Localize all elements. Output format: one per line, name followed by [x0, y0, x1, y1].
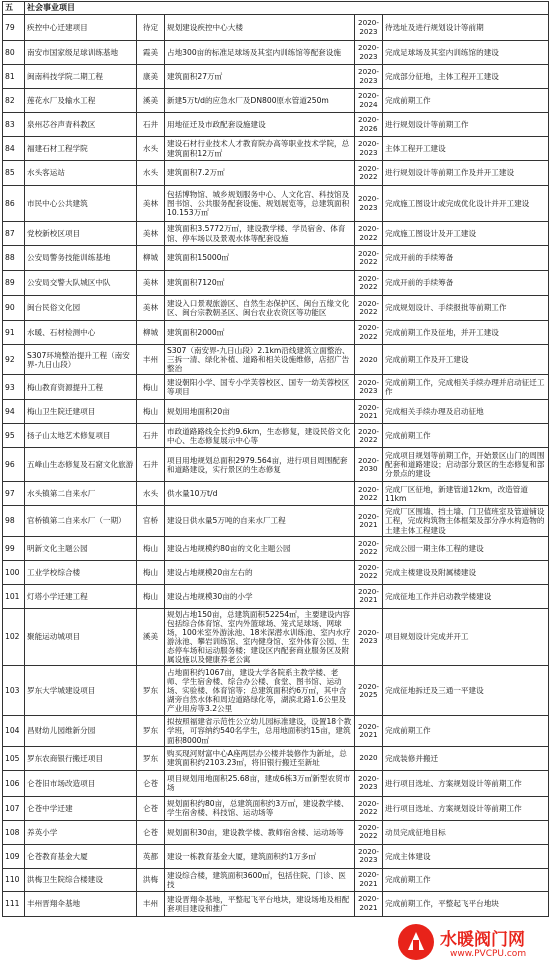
watermark-url: www.PVCPU.com — [450, 949, 527, 959]
location: 美林 — [137, 186, 165, 222]
table-row — [3, 868, 549, 891]
time-range: 2020- 2023 — [355, 137, 383, 161]
location: 梅山 — [137, 400, 165, 424]
annual-progress: 进行规划设计等前期工作及并开工建设 — [383, 161, 549, 186]
time-range: 2020- 2022 — [355, 536, 383, 560]
section-header-row — [3, 2, 549, 15]
annual-progress: 完成施工图设计或完成优化设计并开工建设 — [383, 186, 549, 222]
annual-progress: 完成前期工作 — [383, 89, 549, 113]
row-number: 103 — [3, 666, 25, 716]
time-range: 2020- 2022 — [355, 424, 383, 448]
time-range: 2020- 2022 — [355, 820, 383, 844]
time-range: 2020- 2023 — [355, 65, 383, 89]
row-number: 85 — [3, 161, 25, 186]
annual-progress: 完成规划设计、手续报批等前期工作 — [383, 296, 549, 321]
row-number: 90 — [3, 296, 25, 321]
project-name: 仑苍中学迁建 — [25, 796, 137, 820]
row-number: 96 — [3, 448, 25, 482]
project-name: 水头客运站 — [25, 161, 137, 186]
construction-content: 市政道路路线全长约9.6km，生态修复，建设民俗文化中心、生态修复展示中心等 — [165, 424, 355, 448]
construction-content: 建筑面积3.5772万㎡，建设教学楼、学员宿舍、体育馆、停车场以及景观水体等配套设施 — [165, 222, 355, 246]
row-number: 83 — [3, 113, 25, 137]
time-range: 2020- 2026 — [355, 113, 383, 137]
project-name: 仑苍旧市场改造项目 — [25, 770, 137, 796]
table-row — [3, 186, 549, 222]
table-row — [3, 41, 549, 65]
time-range: 2020- 2022 — [355, 482, 383, 506]
row-number: 111 — [3, 891, 25, 916]
annual-progress: 待选址及进行规划设计等前期 — [383, 15, 549, 41]
time-range: 2020- 2023 — [355, 608, 383, 666]
location: 水头 — [137, 482, 165, 506]
location: 美林 — [137, 296, 165, 321]
annual-progress: 完成装修并搬迁 — [383, 746, 549, 770]
annual-progress: 完成足球场及其室内训练馆的建设 — [383, 41, 549, 65]
annual-progress: 完成施工图设计及开工建设 — [383, 222, 549, 246]
row-number: 95 — [3, 424, 25, 448]
location: 英都 — [137, 844, 165, 868]
location: 罗东 — [137, 716, 165, 746]
time-range: 2020- 2023 — [355, 41, 383, 65]
location: 罗东 — [137, 666, 165, 716]
project-name: 闽南科技学院二期工程 — [25, 65, 137, 89]
table-row — [3, 161, 549, 186]
row-number: 84 — [3, 137, 25, 161]
time-range: 2020- 2023 — [355, 186, 383, 222]
time-range: 2020- 2022 — [355, 271, 383, 296]
time-range: 2020- 2022 — [355, 796, 383, 820]
project-name: 梅山教育资源提升工程 — [25, 375, 137, 400]
time-range: 2020- 2022 — [355, 222, 383, 246]
location: 仑苍 — [137, 796, 165, 820]
time-range: 2020- 2022 — [355, 296, 383, 321]
time-range: 2020- 2021 — [355, 716, 383, 746]
project-name: 养英小学 — [25, 820, 137, 844]
time-range: 2020- 2023 — [355, 770, 383, 796]
construction-content: 项目规划用地面积25.68亩，建成6栋3万㎡新型农贸市场 — [165, 770, 355, 796]
table-row — [3, 506, 549, 536]
construction-content: 建设占地规模约80亩的文化主题公园 — [165, 536, 355, 560]
construction-content: 规划用地面积20亩 — [165, 400, 355, 424]
row-number: 100 — [3, 560, 25, 584]
annual-progress: 完成厂区围墙、挡土墙、门卫值班室及管道铺设工程，完成构筑物主体框架及部分净水构造物的土建主体工程建设 — [383, 506, 549, 536]
construction-content: 规划面积约80亩，总建筑面积约3万㎡，建设教学楼、学生宿舍楼、科技馆、运动场等 — [165, 796, 355, 820]
row-number: 80 — [3, 41, 25, 65]
construction-content: 建设入口景观旅游区、自然生态保护区、闽台五缘文化区、闽台宗教朝圣区、闽台农业农资区等功能区 — [165, 296, 355, 321]
annual-progress: 完成征地工作并启动教学楼建设 — [383, 584, 549, 608]
watermark-title: 水暖阀门网 — [440, 930, 525, 950]
time-range: 2020- 2024 — [355, 89, 383, 113]
table-row — [3, 89, 549, 113]
annual-progress: 进行规划设计等前期工作 — [383, 113, 549, 137]
construction-content: 建设日供水量5万吨的自来水厂工程 — [165, 506, 355, 536]
time-range: 2020- 2021 — [355, 506, 383, 536]
table-row — [3, 608, 549, 666]
table-row — [3, 424, 549, 448]
table-row — [3, 271, 549, 296]
construction-content: 购买现河财富中心A座两层办公楼并装修作为新址，总建筑面积约2103.23㎡，将旧银行搬迁至新址 — [165, 746, 355, 770]
project-name: 梅山卫生院迁建项目 — [25, 400, 137, 424]
table-row — [3, 345, 549, 375]
location: 梅山 — [137, 536, 165, 560]
time-range: 2020- 2030 — [355, 448, 383, 482]
annual-progress: 完成主楼建设及附属楼建设 — [383, 560, 549, 584]
table-row — [3, 716, 549, 746]
row-number: 97 — [3, 482, 25, 506]
table-row — [3, 375, 549, 400]
annual-progress: 完成部分征地，主体工程开工建设 — [383, 65, 549, 89]
table-row — [3, 820, 549, 844]
location: 霞美 — [137, 41, 165, 65]
section-number: 五 — [3, 2, 25, 15]
section-title: 社会事业项目 — [25, 2, 549, 15]
project-name: 灯塔小学迁建工程 — [25, 584, 137, 608]
table-row — [3, 321, 549, 345]
project-name: 南安市国家级足球训练基地 — [25, 41, 137, 65]
project-name: 市民中心公共建筑 — [25, 186, 137, 222]
table-row — [3, 246, 549, 271]
project-name: 工业学校综合楼 — [25, 560, 137, 584]
row-number: 93 — [3, 375, 25, 400]
time-range: 2020- 2023 — [355, 375, 383, 400]
time-range: 2020- 2021 — [355, 891, 383, 916]
construction-content: 项目用地规划总面积2979.564亩，进行项目周围配套和道路建设，实行景区的生态修复 — [165, 448, 355, 482]
row-number: 91 — [3, 321, 25, 345]
row-number: 108 — [3, 820, 25, 844]
construction-content: S307（南安界-九日山段）2.1km沿线建筑立面整治、三拆一清、绿化补植、道路和相关设施维修，店招广告整治 — [165, 345, 355, 375]
table-row — [3, 844, 549, 868]
project-name: 洪梅卫生院综合楼建设 — [25, 868, 137, 891]
project-table — [2, 1, 549, 917]
construction-content: 包括博物馆、城乡规划服务中心、人文化宫、科技馆及图书馆、公共服务配套设施、规划展览等，总建筑面积10.153万㎡ — [165, 186, 355, 222]
annual-progress: 完成前期工作 — [383, 424, 549, 448]
construction-content: 建筑面积15000㎡ — [165, 246, 355, 271]
construction-content: 建筑面积7.2万㎡ — [165, 161, 355, 186]
construction-content: 建设占地规模30亩的小学 — [165, 584, 355, 608]
construction-content: 建设一栋教育基金大厦，建筑面积约1万多㎡ — [165, 844, 355, 868]
table-row — [3, 296, 549, 321]
construction-content: 用地征迁及市政配套设施建设 — [165, 113, 355, 137]
construction-content: 建设石材行业技术人才教育院办高等职业技术学院，总建筑面积12万㎡ — [165, 137, 355, 161]
construction-content: 建筑面积27万㎡ — [165, 65, 355, 89]
annual-progress: 完成前期工作，平整起飞平台地块 — [383, 891, 549, 916]
location: 水头 — [137, 161, 165, 186]
table-row — [3, 891, 549, 916]
row-number: 99 — [3, 536, 25, 560]
project-name: 聚能运动城项目 — [25, 608, 137, 666]
project-name: 公安局交警大队城区中队 — [25, 271, 137, 296]
annual-progress: 项目规划设计完成并开工 — [383, 608, 549, 666]
time-range: 2020- 2023 — [355, 844, 383, 868]
annual-progress: 主体工程开工建设 — [383, 137, 549, 161]
annual-progress: 进行项目选址、方案规划设计等前期工作 — [383, 770, 549, 796]
project-name: 公安局警务技能训练基地 — [25, 246, 137, 271]
time-range: 2020- 2021 — [355, 400, 383, 424]
project-name: 莲花水厂及输水工程 — [25, 89, 137, 113]
project-name: 党校新校区项目 — [25, 222, 137, 246]
annual-progress: 完成前期工作，完成相关手续办理并启动征迁工作 — [383, 375, 549, 400]
row-number: 101 — [3, 584, 25, 608]
project-name: 泉州芯谷声青科教区 — [25, 113, 137, 137]
row-number: 94 — [3, 400, 25, 424]
location: 丰州 — [137, 891, 165, 916]
table-row — [3, 482, 549, 506]
location: 石井 — [137, 113, 165, 137]
construction-content: 建设综合楼，建筑面积3600㎡，包括住院、门诊、医技 — [165, 868, 355, 891]
location: 水头 — [137, 137, 165, 161]
annual-progress: 进行项目选址、方案规划设计等前期工作 — [383, 796, 549, 820]
construction-content: 规划面积30亩，建设教学楼、教师宿舍楼、运动场等 — [165, 820, 355, 844]
table-row — [3, 770, 549, 796]
row-number: 107 — [3, 796, 25, 820]
table-row — [3, 536, 549, 560]
table-row — [3, 137, 549, 161]
construction-content: 占地300亩的标准足球场及其室内训练馆等配套设施 — [165, 41, 355, 65]
table-row — [3, 448, 549, 482]
row-number: 104 — [3, 716, 25, 746]
construction-content: 建设朝阳小学、国专小学芙蓉校区、国专一幼芙蓉校区等项目 — [165, 375, 355, 400]
annual-progress: 完成前期工作及开工建设 — [383, 345, 549, 375]
row-number: 87 — [3, 222, 25, 246]
project-name: 五峰山生态修复及石窟文化旅游 — [25, 448, 137, 482]
table-row — [3, 560, 549, 584]
time-range: 2020- 2022 — [355, 560, 383, 584]
table-row — [3, 222, 549, 246]
annual-progress: 完成前期工作 — [383, 868, 549, 891]
project-name: 官桥镇第二自来水厂（一期） — [25, 506, 137, 536]
row-number: 82 — [3, 89, 25, 113]
project-name: 仑苍教育基金大厦 — [25, 844, 137, 868]
time-range: 2020- 2022 — [355, 321, 383, 345]
table-row — [3, 15, 549, 41]
construction-content: 建筑面积7120㎡ — [165, 271, 355, 296]
location: 康美 — [137, 65, 165, 89]
table-row — [3, 746, 549, 770]
valve-logo-icon — [396, 922, 436, 962]
project-name: S307环境整治提升工程（南安界-九日山段） — [25, 345, 137, 375]
location: 梅山 — [137, 375, 165, 400]
time-range: 2020- 2021 — [355, 868, 383, 891]
location: 美林 — [137, 222, 165, 246]
location: 官桥 — [137, 506, 165, 536]
row-number: 86 — [3, 186, 25, 222]
location: 梅山 — [137, 584, 165, 608]
location: 溪美 — [137, 608, 165, 666]
row-number: 92 — [3, 345, 25, 375]
time-range: 2020- 2021 — [355, 584, 383, 608]
project-name: 明新文化主题公园 — [25, 536, 137, 560]
project-name: 丰州晋翔伞基地 — [25, 891, 137, 916]
table-row — [3, 113, 549, 137]
table-row — [3, 666, 549, 716]
project-name: 扬子山太地艺术修复项目 — [25, 424, 137, 448]
project-name: 疾控中心迁建项目 — [25, 15, 137, 41]
annual-progress: 完成前期工作 — [383, 716, 549, 746]
location: 柳城 — [137, 246, 165, 271]
construction-content: 规划建设疾控中心大楼 — [165, 15, 355, 41]
table-row — [3, 400, 549, 424]
row-number: 105 — [3, 746, 25, 770]
construction-content: 供水量10万t/d — [165, 482, 355, 506]
project-name: 罗东农商银行搬迁项目 — [25, 746, 137, 770]
location: 溪美 — [137, 89, 165, 113]
location: 待定 — [137, 15, 165, 41]
location: 石井 — [137, 448, 165, 482]
location: 仑苍 — [137, 770, 165, 796]
annual-progress: 完成前期工作及征地，并开工建设 — [383, 321, 549, 345]
annual-progress: 完成公园一期主体工程的建设 — [383, 536, 549, 560]
location: 洪梅 — [137, 868, 165, 891]
row-number: 106 — [3, 770, 25, 796]
row-number: 89 — [3, 271, 25, 296]
time-range: 2020 — [355, 746, 383, 770]
time-range: 2020- 2022 — [355, 161, 383, 186]
time-range: 2020 — [355, 345, 383, 375]
project-name: 水头镇第二自来水厂 — [25, 482, 137, 506]
table-row — [3, 584, 549, 608]
project-name: 罗东大学城建设项目 — [25, 666, 137, 716]
row-number: 79 — [3, 15, 25, 41]
annual-progress: 完成征地拆迁及三通一平建设 — [383, 666, 549, 716]
construction-content: 建设占地规模20亩左右的 — [165, 560, 355, 584]
annual-progress: 完成主体建设 — [383, 844, 549, 868]
location: 柳城 — [137, 321, 165, 345]
annual-progress: 完成厂区征地，新建管道12km，改造管道11km — [383, 482, 549, 506]
construction-content: 建设晋翔伞基地，平整起飞平台地块，建设场地及相配套项目建设和推广 — [165, 891, 355, 916]
row-number: 88 — [3, 246, 25, 271]
watermark — [396, 919, 546, 967]
location: 罗东 — [137, 746, 165, 770]
row-number: 81 — [3, 65, 25, 89]
row-number: 109 — [3, 844, 25, 868]
time-range: 2020- 2022 — [355, 246, 383, 271]
time-range: 2020- 2023 — [355, 15, 383, 41]
table-row — [3, 65, 549, 89]
annual-progress: 完成开前的手续筹备 — [383, 271, 549, 296]
row-number: 102 — [3, 608, 25, 666]
project-name: 水暖、石材检测中心 — [25, 321, 137, 345]
row-number: 110 — [3, 868, 25, 891]
annual-progress: 动员完成征地目标 — [383, 820, 549, 844]
project-name: 闽台民俗文化园 — [25, 296, 137, 321]
construction-content: 新建5万t/d的应急水厂及DN800原水管道250m — [165, 89, 355, 113]
time-range: 2020- 2025 — [355, 666, 383, 716]
annual-progress: 完成相关手续办理及启动征地 — [383, 400, 549, 424]
location: 丰州 — [137, 345, 165, 375]
row-number: 98 — [3, 506, 25, 536]
construction-content: 占地面积约1067亩，建设大学各院系主教学楼、老师、学生宿舍楼、综合办公楼、食堂、图书馆、运动场、实验楼、体育馆等；总建筑面积约6万㎡，其中含湖旁自然水体和周边道路绿化等，湖滨北路1.6公里及产业用房等3.2公里 — [165, 666, 355, 716]
location: 美林 — [137, 271, 165, 296]
construction-content: 建筑面积2000㎡ — [165, 321, 355, 345]
annual-progress: 完成项目规划等前期工作，开始景区山门的周围配套和道路建设；启动部分景区的生态修复和部分景点的建设 — [383, 448, 549, 482]
location: 梅山 — [137, 560, 165, 584]
table-row — [3, 796, 549, 820]
project-name: 福建石材工程学院 — [25, 137, 137, 161]
construction-content: 规划占地150亩，总建筑面积52254㎡，主要建设内容包括综合体育馆、室内外篮球场、笼式足球场、网球场，100米室外游泳池、18米深潜水训练池、室内水疗游泳池、攀岩训练馆、室内健身馆、室外体育公园、生态停车场和运动服务楼；建设区内配套商业服务区及附属设施以及健康养老公寓 — [165, 608, 355, 666]
location: 仑苍 — [137, 820, 165, 844]
project-name: 昌财幼儿园维新分园 — [25, 716, 137, 746]
construction-content: 拟按照福建省示范性公立幼儿园标准建设，设置18个教学班，可容纳约540名学生，总用地面积约15亩，建筑面积8000㎡ — [165, 716, 355, 746]
annual-progress: 完成开前的手续筹备 — [383, 246, 549, 271]
location: 石井 — [137, 424, 165, 448]
